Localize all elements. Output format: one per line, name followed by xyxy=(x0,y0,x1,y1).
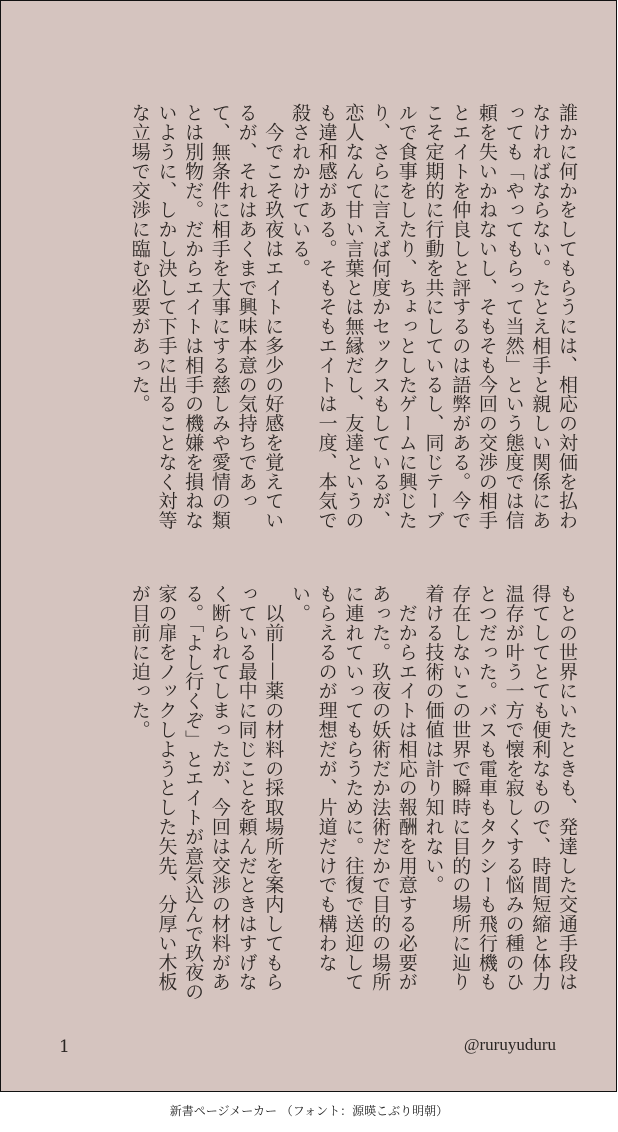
lower-text-block: もとの世界にいたときも、発達した交通手段は得てしてとても便利なもので、時間短縮と体力温存が叶う一方で懐を寂しくする悩みの種のひとつだった。バスも電車もタクシーも飛行機も存在しないこの世界で瞬時に目的の場所に辿り着ける技術の価値は計り知れない。 だからエイトは相応の報酬を用意する必要があった。玖夜の妖術だか法術だかで目的の場所に連れていってもらうために。往復で送迎してもらえるのが理想だが、片道だけでも構わない。 以前——薬の材料の採取場所を案内してもらっている最中に同じことを頼んだときはすげなく断られてしまったが、今回は交渉の材料がある。「よし行くぞ」とエイトが意気込んで玖夜の家の扉をノックしようとした矢先、分厚い木板が目前に迫った。 xyxy=(128,584,578,1002)
author-handle: @ruruyuduru xyxy=(463,1035,556,1054)
page-number: 1 xyxy=(59,1037,70,1057)
upper-text-block: 誰かに何かをしてもらうには、相応の対価を払わなければならない。たとえ相手と親しい関係にあっても「やってもらって当然」という態度では信頼を失いかねないし、そもそも今回の交渉の相手とエイトを仲良しと評するのは語弊がある。今でこそ定期的に行動を共にしているし、同じテーブルで食事をしたり、ちょっとしたゲームに興じたり、さらに言えば何度かセックスもしているが、恋人なんて甘い言葉とは無縁だし、友達というのも違和感がある。そもそもエイトは一度、本気で殺されかけている。 今でこそ玖夜はエイトに多少の好感を覚えているが、それはあくまで興味本意の気持ちであって、無条件に相手を大事にする慈しみや愛情の類とは別物だ。だからエイトは相手の機嫌を損ねないように、しかし決して下手に出ることなく対等な立場で交渉に臨む必要があった。 xyxy=(128,103,578,530)
generator-credit: 新書ページメーカー （フォント：源暎こぶり明朝） xyxy=(169,1104,449,1118)
